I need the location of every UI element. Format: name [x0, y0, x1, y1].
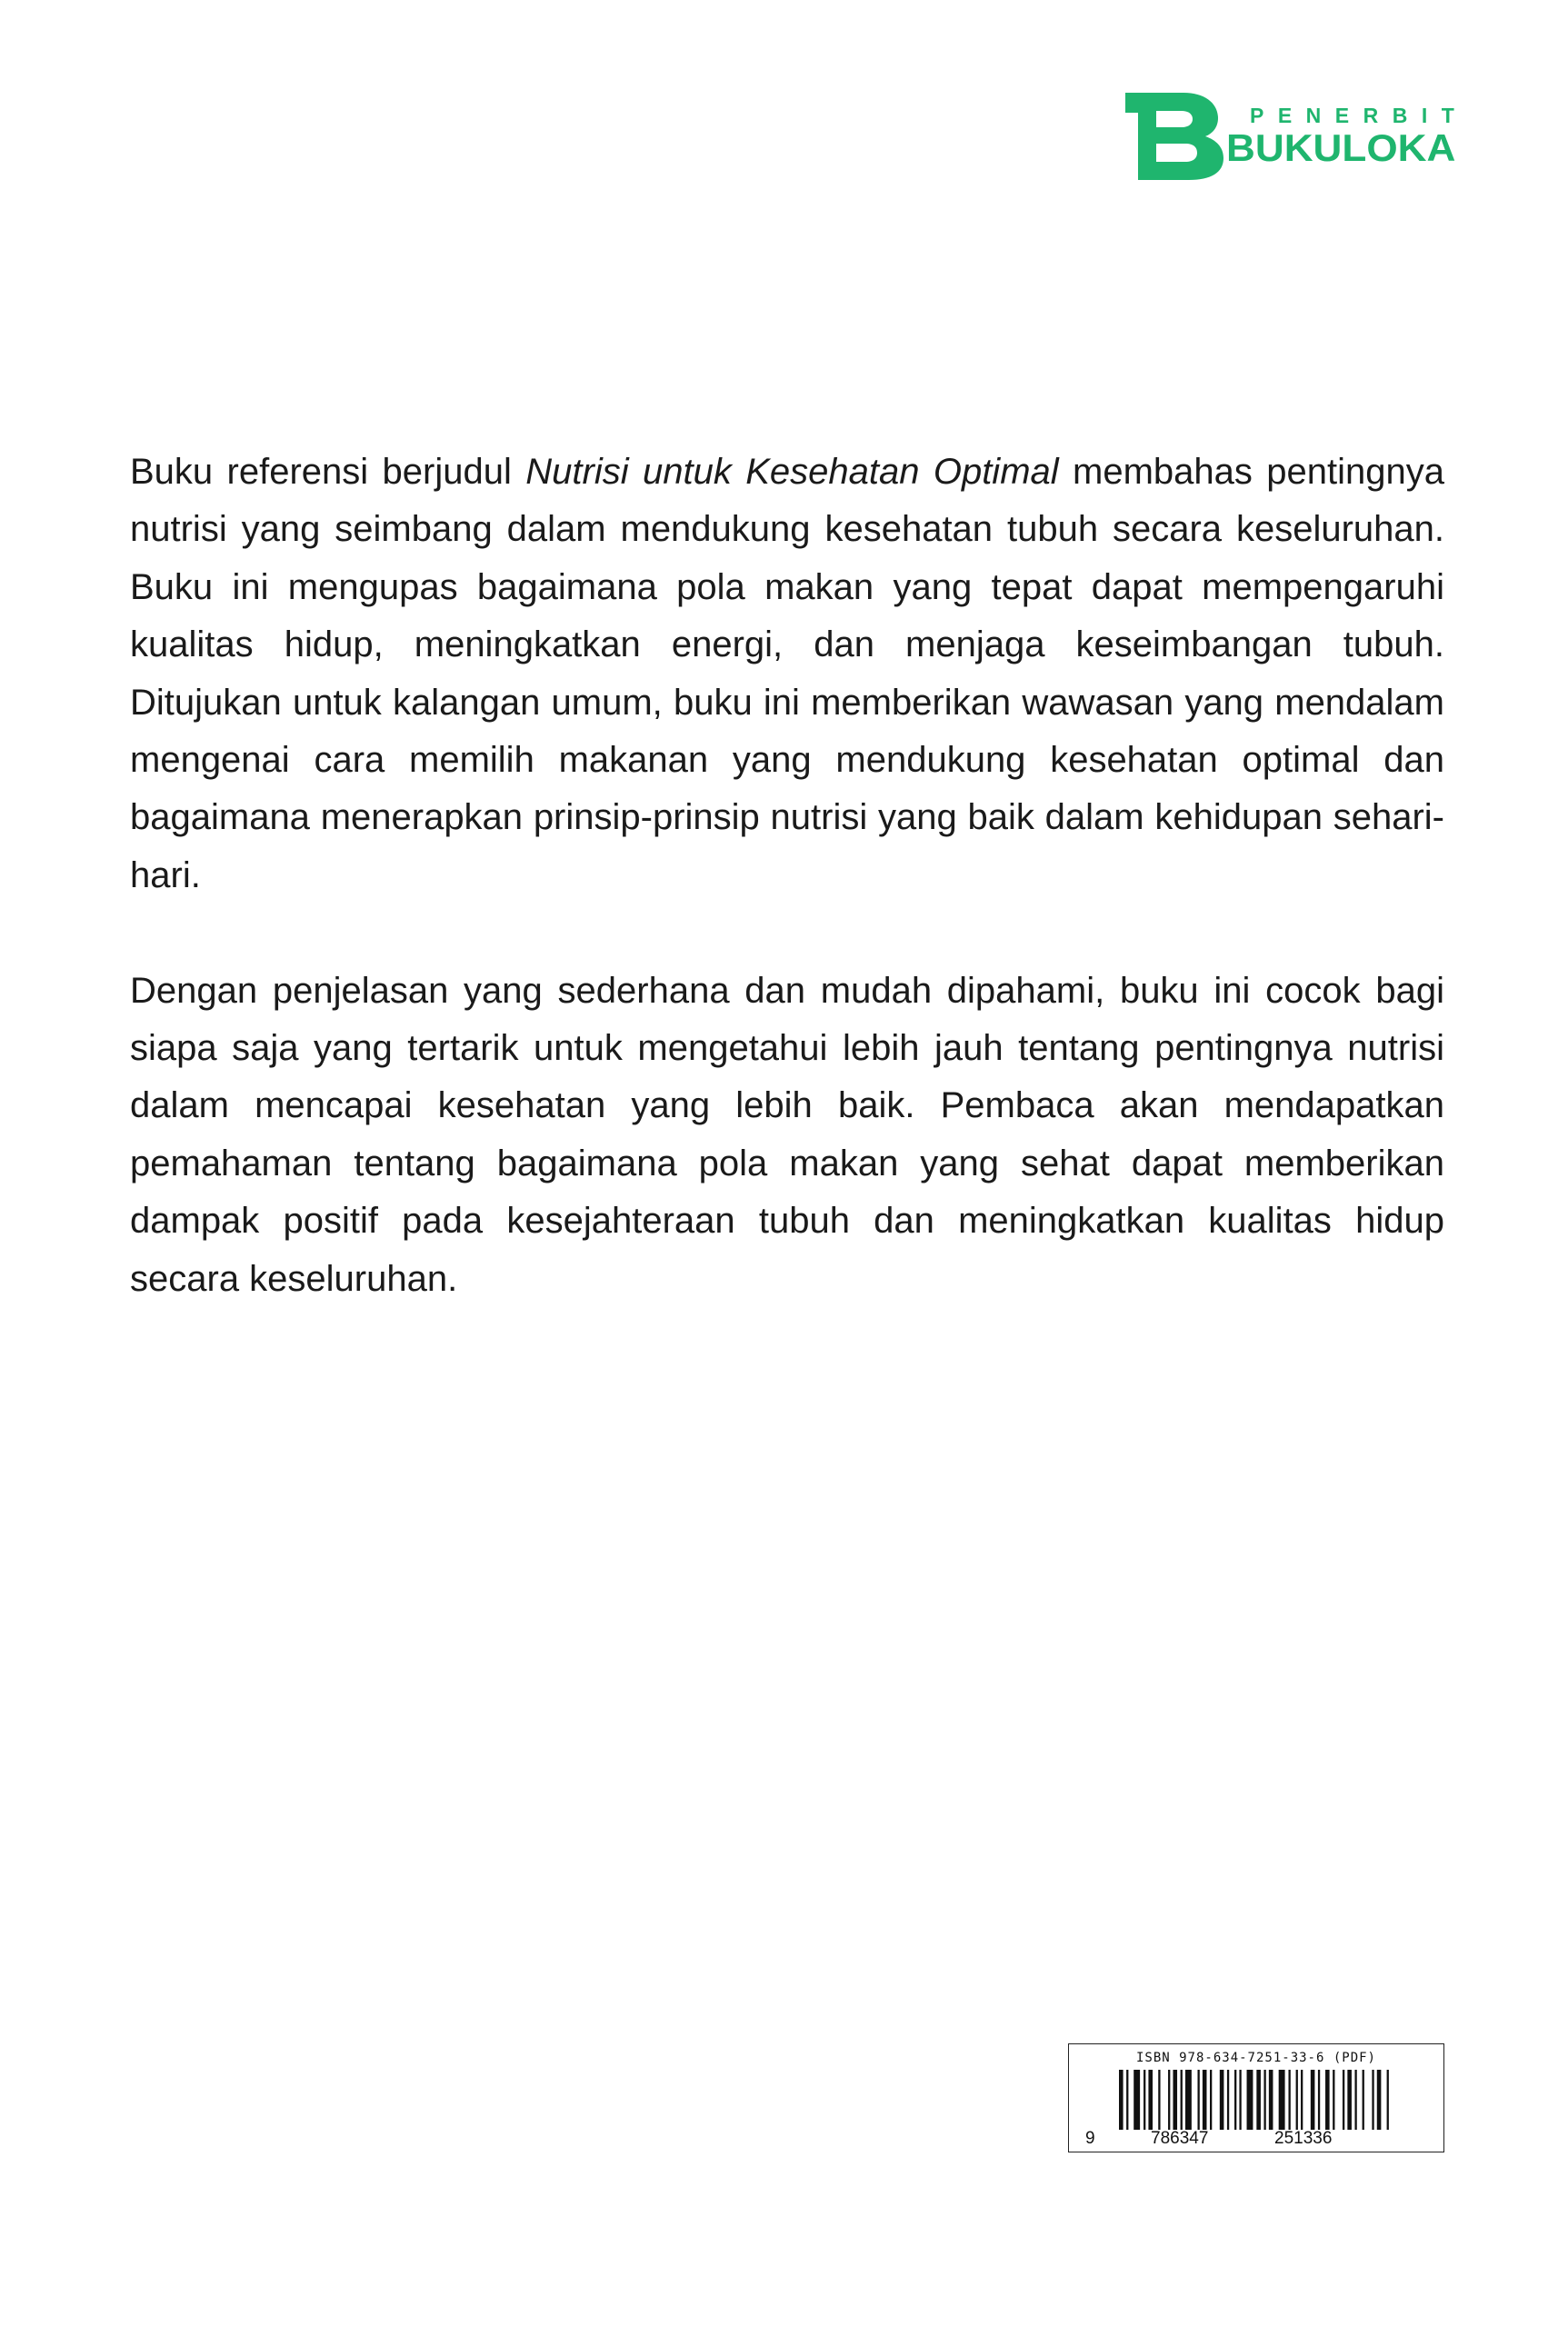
blurb-p1-intro: Buku referensi berjudul: [130, 452, 526, 492]
b-letter-logo-icon: [1125, 93, 1223, 180]
isbn-right-digits: 251336: [1274, 2129, 1333, 2148]
barcode-icon: [1119, 2070, 1392, 2130]
blurb-paragraph-1: [130, 444, 1444, 904]
isbn-lead-digit: 9: [1085, 2129, 1095, 2148]
publisher-label-small: PENERBIT: [1250, 104, 1469, 127]
blurb-p1-body: membahas pentingnya nutrisi yang seimbang dalam mendukung kesehatan tubuh secara keseluruhan. Buku ini mengupas bagaimana pola makan yang tepat dapat mempengaruhi kualitas hidup, meningkatkan energi, dan menjaga keseimbangan tubuh. Ditujukan untuk kalangan umum, buku ini memberikan wawasan yang mendalam mengenai cara memilih makanan yang mendukung kesehatan optimal dan bagaimana menerapkan prinsip-prinsip nutrisi yang baik dalam kehidupan sehari-hari.: [130, 452, 1444, 895]
isbn-left-digits: 786347: [1151, 2129, 1209, 2148]
publisher-logo: [1125, 93, 1469, 182]
book-blurb: [130, 444, 1444, 1308]
book-title: Nutrisi untuk Kesehatan Optimal: [525, 452, 1059, 492]
blurb-paragraph-2: Dengan penjelasan yang sederhana dan mudah dipahami, buku ini cocok bagi siapa saja yang tertarik untuk mengetahui lebih jauh tentang pentingnya nutrisi dalam mencapai kesehatan yang lebih baik. Pembaca akan mendapatkan pemahaman tentang bagaimana pola makan yang sehat dapat memberikan dampak positif pada kesejahteraan tubuh dan meningkatkan kualitas hidup secara keseluruhan.: [130, 970, 1444, 1299]
publisher-name: BUKULOKA: [1226, 126, 1456, 169]
isbn-barcode-box: [1068, 2043, 1444, 2152]
isbn-label: ISBN 978-634-7251-33-6 (PDF): [1135, 2051, 1376, 2065]
